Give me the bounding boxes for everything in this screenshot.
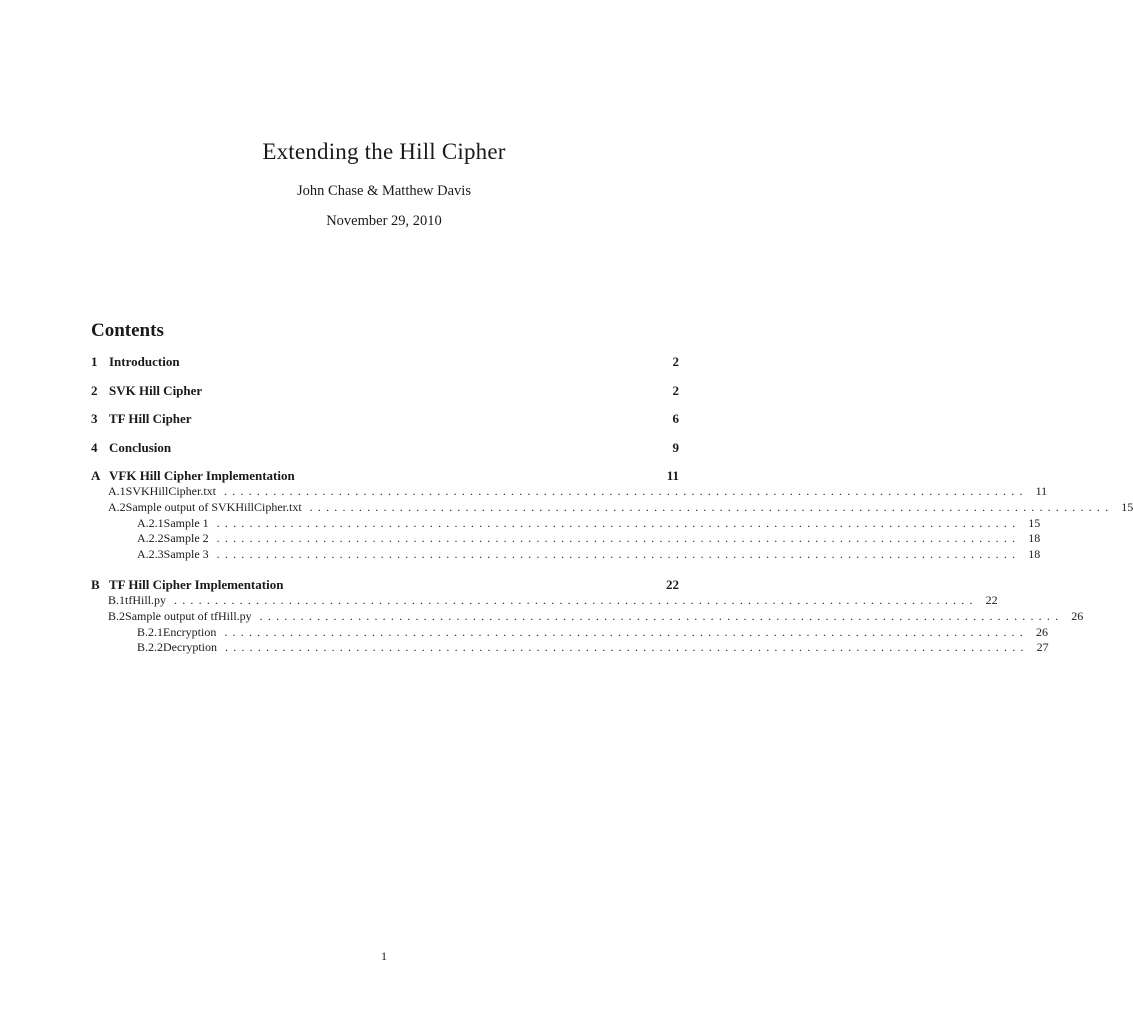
- toc-section-page: 6: [672, 411, 679, 426]
- toc-section-label: SVK Hill Cipher: [109, 382, 203, 398]
- table-of-contents: [91, 354, 1133, 656]
- toc-section-page: 11: [666, 468, 679, 483]
- toc-subsection-b1[interactable]: [91, 592, 998, 609]
- toc-subsection-number: B.2.1: [137, 624, 164, 639]
- toc-subsection-label: Decryption: [163, 640, 217, 655]
- contents-heading: Contents: [91, 320, 164, 341]
- toc-subsection-a23[interactable]: [91, 547, 1041, 563]
- toc-subsection-page: 11: [1035, 484, 1048, 498]
- toc-subsection-label: Sample output of tfHill.py: [125, 608, 252, 623]
- toc-dot-leader: ..................................................................................................: [225, 640, 1029, 655]
- toc-section-label: TF Hill Cipher Implementation: [109, 576, 284, 592]
- toc-section-vfk-implementation[interactable]: [91, 468, 679, 484]
- toc-subsection-page: 26: [1035, 624, 1048, 639]
- toc-dot-leader: ..................................................................................................: [174, 592, 978, 607]
- toc-section-number: 3: [91, 411, 98, 426]
- toc-subsection-page: 18: [1028, 531, 1041, 546]
- toc-section-number: A: [91, 468, 101, 483]
- toc-subsection-label: Sample 1: [163, 515, 209, 530]
- toc-subsection-page: 26: [1071, 608, 1084, 623]
- toc-subsection-a1[interactable]: [91, 484, 1048, 500]
- document-authors: John Chase & Matthew Davis: [297, 183, 471, 199]
- toc-section-introduction[interactable]: [91, 354, 679, 370]
- toc-section-label: Introduction: [109, 354, 180, 369]
- toc-section-page: 9: [672, 439, 679, 455]
- toc-dot-leader: ..................................................................................................: [224, 484, 1028, 498]
- toc-subsection-page: 15: [1028, 515, 1041, 530]
- toc-subsection-b22[interactable]: [91, 640, 1049, 656]
- toc-dot-leader: ..................................................................................................: [259, 608, 1064, 623]
- toc-section-tf-implementation[interactable]: [91, 577, 679, 593]
- toc-section-tf-hill-cipher[interactable]: [91, 411, 679, 427]
- toc-subsection-number: B.1: [108, 592, 126, 607]
- toc-section-conclusion[interactable]: [91, 440, 679, 456]
- toc-subsection-page: 22: [985, 592, 998, 607]
- toc-subsection-number: A.2: [108, 499, 126, 514]
- toc-dot-leader: ..................................................................................................: [216, 515, 1021, 530]
- toc-subsection-a22[interactable]: [91, 531, 1041, 547]
- toc-subsection-label: tfHill.py: [125, 592, 167, 607]
- toc-section-number: 4: [91, 439, 98, 455]
- toc-subsection-number: B.2.2: [137, 640, 164, 655]
- toc-section-label: VFK Hill Cipher Implementation: [109, 468, 295, 483]
- toc-subsection-a2[interactable]: [91, 499, 1133, 516]
- toc-subsection-label: Encryption: [163, 624, 217, 639]
- toc-subsection-number: A.2.3: [137, 547, 164, 562]
- toc-section-page: 2: [672, 382, 679, 398]
- toc-section-number: 2: [91, 382, 98, 398]
- toc-section-page: 22: [666, 576, 679, 592]
- toc-section-number: 1: [91, 354, 98, 369]
- toc-subsection-a21[interactable]: [91, 515, 1041, 532]
- toc-section-number: B: [91, 576, 100, 592]
- toc-dot-leader: ..................................................................................................: [309, 499, 1114, 514]
- document-title: Extending the Hill Cipher: [262, 139, 506, 164]
- toc-subsection-page: 27: [1036, 640, 1049, 655]
- toc-dot-leader: ..................................................................................................: [216, 531, 1021, 546]
- toc-dot-leader: ..................................................................................................: [224, 624, 1028, 639]
- toc-subsection-b2[interactable]: [91, 608, 1084, 625]
- toc-subsection-label: SVKHillCipher.txt: [125, 484, 217, 498]
- toc-section-page: 2: [672, 354, 679, 369]
- toc-dot-leader: ..................................................................................................: [216, 547, 1021, 562]
- toc-subsection-b21[interactable]: [91, 624, 1048, 641]
- page-number: 1: [381, 949, 387, 963]
- toc-subsection-number: B.2: [108, 608, 126, 623]
- toc-subsection-page: 18: [1028, 547, 1041, 562]
- toc-section-label: TF Hill Cipher: [109, 411, 192, 426]
- toc-subsection-label: Sample output of SVKHillCipher.txt: [125, 499, 302, 514]
- document-date: November 29, 2010: [326, 213, 442, 229]
- toc-section-label: Conclusion: [109, 439, 172, 455]
- toc-subsection-label: Sample 2: [163, 531, 209, 546]
- toc-subsection-number: A.2.1: [137, 515, 164, 530]
- toc-subsection-label: Sample 3: [163, 547, 209, 562]
- toc-subsection-page: 15: [1121, 499, 1133, 514]
- toc-subsection-number: A.2.2: [137, 531, 164, 546]
- toc-subsection-number: A.1: [108, 484, 126, 498]
- toc-section-svk-hill-cipher[interactable]: [91, 383, 679, 399]
